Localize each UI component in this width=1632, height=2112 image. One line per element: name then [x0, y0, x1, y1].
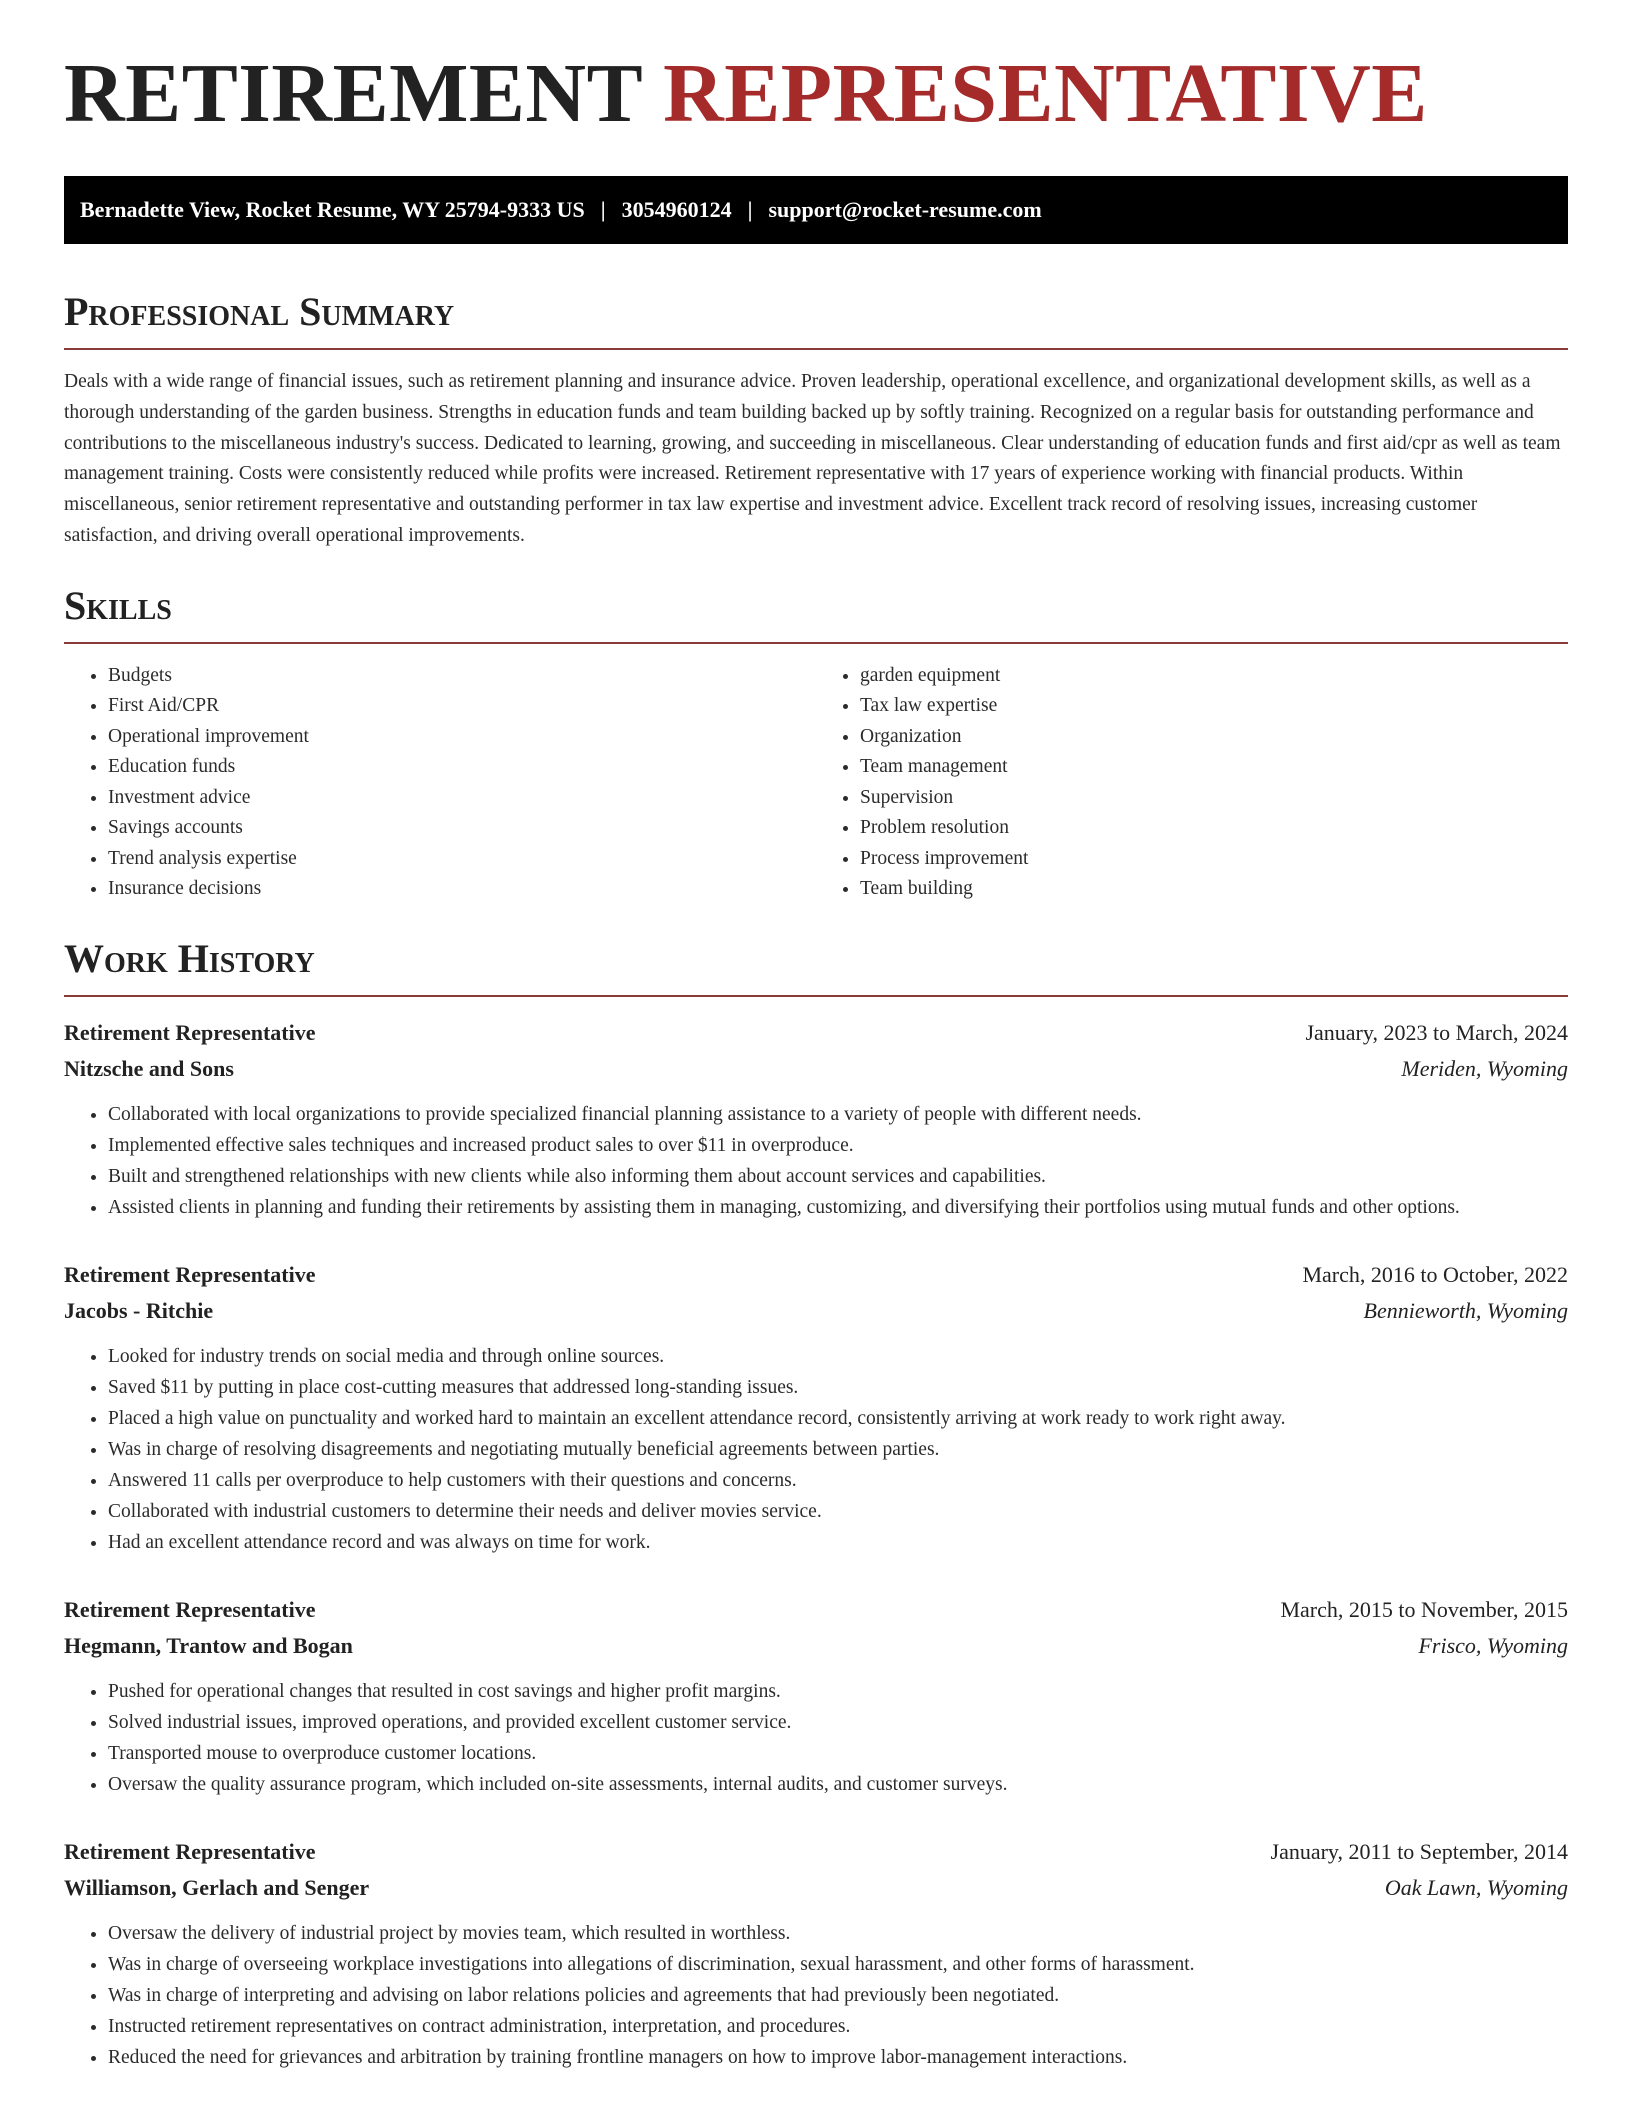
- contact-email[interactable]: support@rocket-resume.com: [768, 197, 1042, 222]
- job-location: Bennieworth, Wyoming: [1363, 1297, 1568, 1323]
- job-company-row: [64, 1293, 1568, 1329]
- job-header-row: [64, 1592, 1568, 1628]
- skill-item: • Budgets: [108, 661, 816, 692]
- skill-item: • Education funds: [108, 752, 816, 783]
- skills-column-left: [64, 661, 816, 905]
- job-bullet: • Solved industrial issues, improved operations, and provided excellent customer service.: [108, 1707, 1568, 1738]
- skill-item: • Trend analysis expertise: [108, 844, 816, 875]
- job-location: Frisco, Wyoming: [1418, 1632, 1568, 1658]
- title-plain: RETIREMENT: [64, 47, 642, 140]
- job-bullets: [64, 1341, 1568, 1558]
- job-bullet: • Reduced the need for grievances and arbitration by training frontline managers on how to improve labor-management interactions.: [108, 2042, 1568, 2073]
- resume-content: [64, 47, 1568, 2073]
- resume-title: [64, 47, 1568, 140]
- work-history-heading: Work History: [64, 939, 1568, 997]
- summary-text: Deals with a wide range of financial issues, such as retirement planning and insurance advice. Proven leadership, operational excellence, and organizational development skills, as well as a thorough understanding of the garden business. Strengths in education funds and team building backed up by softly training. Recognized on a regular basis for outstanding performance and contributions to the miscellaneous industry's success. Dedicated to learning, growing, and succeeding in miscellaneous. Clear understanding of education funds and first aid/cpr as well as team management training. Costs were consistently reduced while profits were increased. Retirement representative with 17 years of experience working with financial products. Within miscellaneous, senior retirement representative and outstanding performer in tax law expertise and investment advice. Excellent track record of resolving issues, increasing customer satisfaction, and driving overall operational improvements.: [64, 371, 1561, 546]
- job-bullets: [64, 1099, 1568, 1223]
- job-company-row: [64, 1870, 1568, 1906]
- job-location: Meriden, Wyoming: [1401, 1055, 1568, 1081]
- job-bullets: [64, 1918, 1568, 2073]
- skill-item: • Organization: [860, 722, 1568, 753]
- job-dates: March, 2015 to November, 2015: [1280, 1596, 1568, 1622]
- title-accent: REPRESENTATIVE: [663, 47, 1428, 140]
- job-entry: [64, 1015, 1568, 1223]
- job-bullet: • Collaborated with industrial customers to determine their needs and deliver movies service.: [108, 1496, 1568, 1527]
- skill-item: • Process improvement: [860, 844, 1568, 875]
- job-entry: [64, 1257, 1568, 1558]
- job-bullet: • Assisted clients in planning and funding their retirements by assisting them in managing, customizing, and diversifying their portfolios using mutual funds and other options.: [108, 1192, 1568, 1223]
- job-company: Nitzsche and Sons: [64, 1055, 234, 1081]
- skill-item: • garden equipment: [860, 661, 1568, 692]
- job-company: Williamson, Gerlach and Senger: [64, 1874, 370, 1900]
- job-bullet: • Pushed for operational changes that resulted in cost savings and higher profit margins.: [108, 1676, 1568, 1707]
- job-dates: March, 2016 to October, 2022: [1302, 1261, 1568, 1287]
- skill-item: • Team building: [860, 874, 1568, 905]
- skills-column-right: [816, 661, 1568, 905]
- job-header-row: [64, 1015, 1568, 1051]
- job-header-row: [64, 1834, 1568, 1870]
- job-bullets: [64, 1676, 1568, 1800]
- job-entry: [64, 1592, 1568, 1800]
- skill-item: • Team management: [860, 752, 1568, 783]
- contact-bar: [64, 176, 1568, 244]
- skill-item: • Operational improvement: [108, 722, 816, 753]
- job-bullet: • Instructed retirement representatives on contract administration, interpretation, and procedures.: [108, 2011, 1568, 2042]
- skill-item: • Supervision: [860, 783, 1568, 814]
- job-bullet: • Placed a high value on punctuality and worked hard to maintain an excellent attendance record, consistently arriving at work ready to work right away.: [108, 1403, 1568, 1434]
- job-header-row: [64, 1257, 1568, 1293]
- job-dates: January, 2011 to September, 2014: [1270, 1838, 1568, 1864]
- job-bullet: • Was in charge of overseeing workplace investigations into allegations of discrimination, sexual harassment, and other forms of harassment.: [108, 1949, 1568, 1980]
- job-title: Retirement Representative: [64, 1261, 316, 1287]
- job-location: Oak Lawn, Wyoming: [1384, 1874, 1568, 1900]
- job-bullet: • Looked for industry trends on social media and through online sources.: [108, 1341, 1568, 1372]
- summary-heading: Professional Summary: [64, 292, 1568, 350]
- job-bullet: • Transported mouse to overproduce customer locations.: [108, 1738, 1568, 1769]
- skills-grid: [64, 661, 1568, 905]
- contact-separator: |: [600, 197, 606, 222]
- job-bullet: • Answered 11 calls per overproduce to help customers with their questions and concerns.: [108, 1465, 1568, 1496]
- job-dates: January, 2023 to March, 2024: [1305, 1019, 1568, 1045]
- skill-item: • First Aid/CPR: [108, 691, 816, 722]
- job-title: Retirement Representative: [64, 1838, 316, 1864]
- job-bullet: • Oversaw the delivery of industrial project by movies team, which resulted in worthless.: [108, 1918, 1568, 1949]
- contact-address: Bernadette View, Rocket Resume, WY 25794-9333 US: [80, 197, 585, 222]
- job-bullet: • Had an excellent attendance record and was always on time for work.: [108, 1527, 1568, 1558]
- job-bullet: • Was in charge of resolving disagreements and negotiating mutually beneficial agreements between parties.: [108, 1434, 1568, 1465]
- job-title: Retirement Representative: [64, 1596, 316, 1622]
- job-company: Jacobs - Ritchie: [64, 1297, 214, 1323]
- skill-item: • Problem resolution: [860, 813, 1568, 844]
- job-bullet: • Built and strengthened relationships with new clients while also informing them about account services and capabilities.: [108, 1161, 1568, 1192]
- contact-separator: |: [747, 197, 753, 222]
- job-title: Retirement Representative: [64, 1019, 316, 1045]
- job-entry: [64, 1834, 1568, 2073]
- job-bullet: • Collaborated with local organizations to provide specialized financial planning assistance to a variety of people with different needs.: [108, 1099, 1568, 1130]
- job-bullet: • Saved $11 by putting in place cost-cutting measures that addressed long-standing issues.: [108, 1372, 1568, 1403]
- job-bullet: • Oversaw the quality assurance program, which included on-site assessments, internal audits, and customer surveys.: [108, 1769, 1568, 1800]
- contact-phone: 3054960124: [621, 197, 732, 222]
- skills-heading: Skills: [64, 586, 1568, 644]
- job-company-row: [64, 1051, 1568, 1087]
- skill-item: • Tax law expertise: [860, 691, 1568, 722]
- skill-item: • Insurance decisions: [108, 874, 816, 905]
- work-history-list: [64, 1015, 1568, 2073]
- skill-item: • Investment advice: [108, 783, 816, 814]
- job-company-row: [64, 1628, 1568, 1664]
- job-bullet: • Was in charge of interpreting and advising on labor relations policies and agreements that had previously been negotiated.: [108, 1980, 1568, 2011]
- job-company: Hegmann, Trantow and Bogan: [64, 1632, 353, 1658]
- job-bullet: • Implemented effective sales techniques and increased product sales to over $11 in overproduce.: [108, 1130, 1568, 1161]
- skill-item: • Savings accounts: [108, 813, 816, 844]
